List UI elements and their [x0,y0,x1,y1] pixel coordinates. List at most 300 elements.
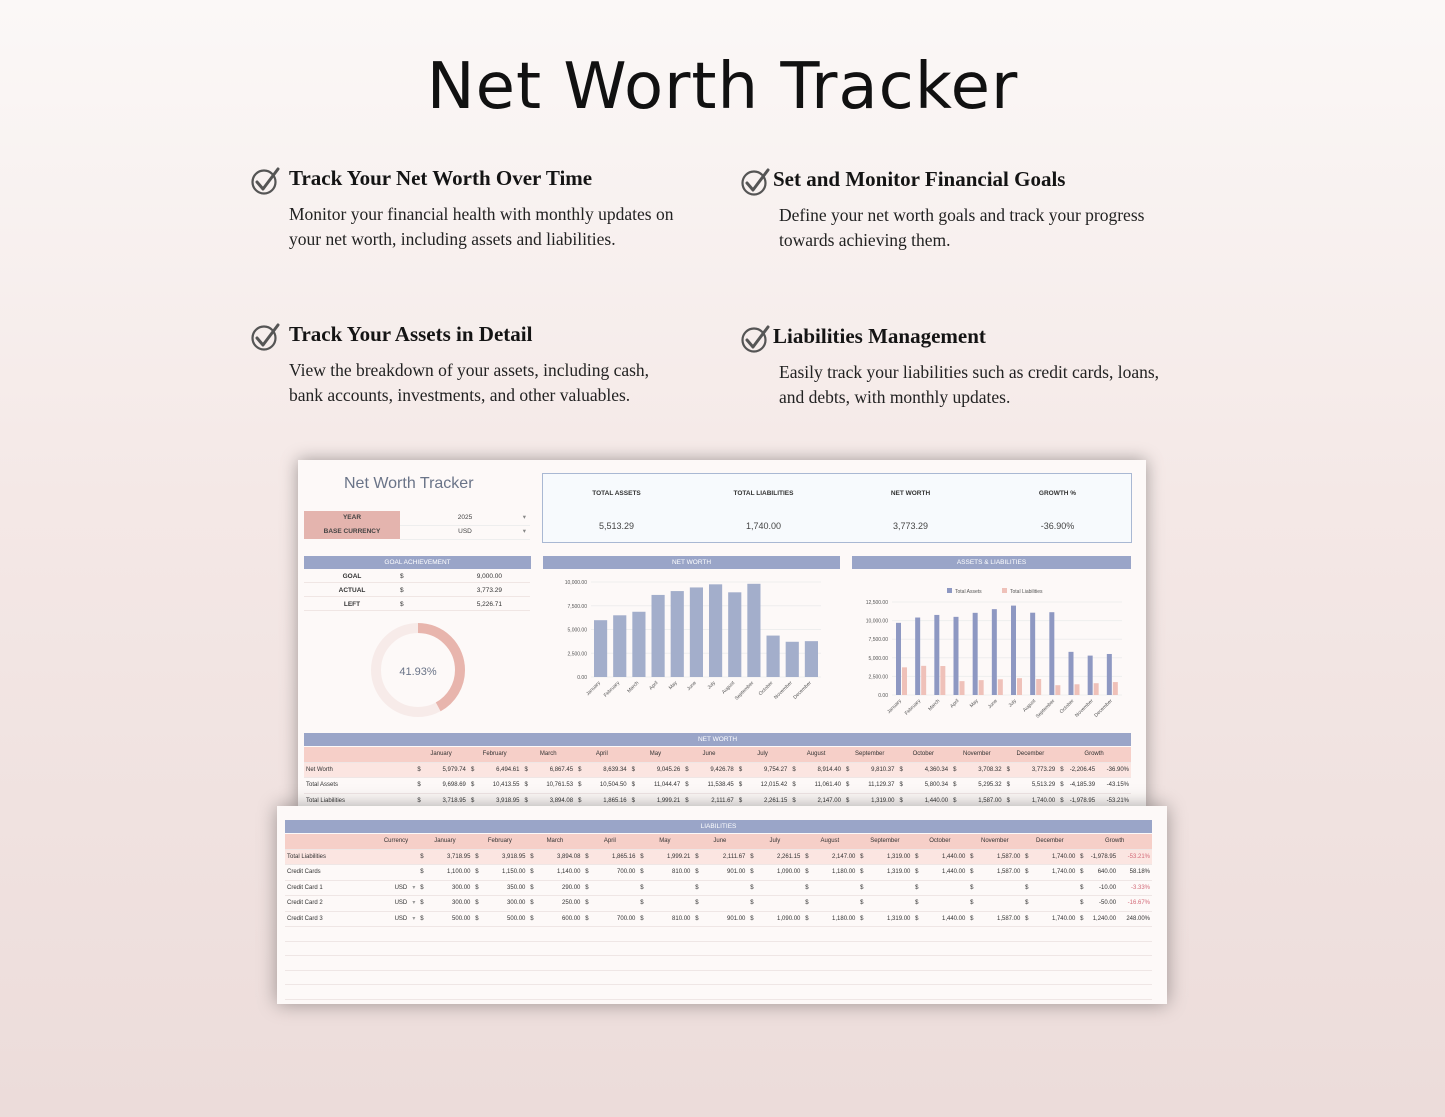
currency-symbol: $ [802,880,810,896]
x-tick-label: November [1074,698,1095,719]
liabilities-sheet [277,806,1167,1004]
currency-symbol: $ [1004,793,1012,809]
currency-value: USD [458,527,472,535]
month-header: April [582,834,637,849]
value-cell [866,880,913,896]
chevron-down-icon [409,865,417,881]
growth-pct-cell: -53.21% [1118,849,1152,865]
value-cell [756,880,803,896]
value-cell: 6,494.61 [476,762,521,778]
x-tick-label: July [706,680,717,691]
currency-symbol: $ [527,911,535,927]
month-header: February [472,834,527,849]
value-cell [701,880,748,896]
goal-donut [368,620,468,720]
currency-symbol: $ [802,865,810,881]
currency-symbol: $ [843,762,851,778]
value-cell: 1,140.00 [536,865,583,881]
assets-bar [1011,606,1016,695]
currency-symbol: $ [472,896,480,912]
value-cell: 1,740.00 [1012,793,1057,809]
currency-symbol: $ [575,793,583,809]
empty-cell [285,956,1152,971]
currency-symbol: $ [582,896,590,912]
currency-symbol: $ [1022,880,1030,896]
value-cell: 1,440.00 [921,865,968,881]
empty-cell [285,985,1152,1000]
goal-label: ACTUAL [338,587,366,594]
growth-pct-cell: 58.18% [1118,865,1152,881]
month-header: June [682,747,736,762]
currency-symbol: $ [747,896,755,912]
value-cell: 1,180.00 [811,865,858,881]
summary-label: TOTAL ASSETS [592,490,641,497]
value-cell: 2,147.00 [798,793,843,809]
currency-symbol: $ [582,880,590,896]
currency-symbol: $ [468,793,476,809]
row-label: Total Assets [304,778,414,794]
liabilities-bar [998,679,1003,695]
currency-symbol: $ [912,880,920,896]
table-row [285,880,1152,896]
month-header: May [629,747,683,762]
value-cell: 1,319.00 [866,911,913,927]
currency-symbol: $ [414,762,422,778]
assets-liabilities-chart [852,572,1131,722]
x-tick-label: March [927,698,942,713]
currency-symbol: $ [629,793,637,809]
value-cell: 300.00 [481,896,528,912]
feature-heading: Track Your Net Worth Over Time [289,166,593,190]
currency-dropdown[interactable] [400,525,530,540]
month-header: September [857,834,912,849]
y-tick-label: 2,500.00 [868,674,888,681]
growth-header: Growth [1077,834,1152,849]
summary-net-worth [837,474,984,542]
value-cell [1030,896,1077,912]
assets-bar [915,618,920,695]
assets-bar [896,623,901,695]
value-cell: 300.00 [426,896,473,912]
month-header: November [950,747,1004,762]
year-label: YEAR [304,511,400,525]
currency-symbol: $ [967,849,975,865]
value-cell [976,880,1023,896]
value-cell [1030,880,1077,896]
currency-symbol: $ [629,762,637,778]
goal-row-left [304,598,530,611]
currency-symbol: $ [1022,896,1030,912]
x-tick-label: February [903,698,923,717]
value-cell: 1,587.00 [976,911,1023,927]
value-cell: 10,413.55 [476,778,521,794]
feature-body: Monitor your financial health with monthly updates on your net worth, including assets and liabilities. [289,204,674,249]
value-cell: 9,045.26 [637,762,682,778]
value-cell: 3,894.08 [536,849,583,865]
currency-symbol: $ [582,865,590,881]
feature-body: View the breakdown of your assets, including cash, bank accounts, investments, and other valuables. [289,360,650,405]
value-cell [866,896,913,912]
value-cell: 700.00 [591,865,638,881]
row-label: Total Liabilities [285,849,375,865]
growth-cell: -10.00 [1085,880,1118,896]
currency-cell: USD [375,880,410,896]
summary-total-liabilities [690,474,837,542]
value-cell: 10,761.53 [530,778,575,794]
value-cell: 810.00 [646,911,693,927]
currency-symbol: $ [843,778,851,794]
bar [767,636,780,677]
year-selector[interactable] [304,511,530,525]
value-cell: 290.00 [536,880,583,896]
value-cell: 1,999.21 [646,849,693,865]
value-cell: 500.00 [481,911,528,927]
value-cell: 2,261.15 [744,793,789,809]
month-header: August [802,834,857,849]
currency-symbol: $ [857,880,865,896]
value-cell: 2,261.15 [756,849,803,865]
currency-symbol: $ [472,911,480,927]
currency-symbol: $ [417,865,425,881]
currency-symbol: $ [414,778,422,794]
value-cell: 1,740.00 [1030,911,1077,927]
bar [671,591,684,677]
currency-symbol: $ [843,793,851,809]
goal-value: 3,773.29 [476,587,502,594]
bar [613,615,626,677]
currency-symbol: $ [575,762,583,778]
chevron-down-icon[interactable]: ▾ [409,911,417,927]
value-cell: 300.00 [426,880,473,896]
liabilities-bar [902,667,907,695]
dashboard-sheet [298,460,1146,810]
y-tick-label: 0.00 [577,675,587,681]
currency-symbol: $ [527,865,535,881]
currency-symbol: $ [857,911,865,927]
value-cell: 1,100.00 [426,865,473,881]
month-header: February [468,747,522,762]
sheet-title: Net Worth Tracker [344,475,474,492]
growth-pct-cell: -16.67% [1118,896,1152,912]
goal-label: GOAL [342,573,362,580]
currency-symbol: $ [692,880,700,896]
month-header: January [414,747,468,762]
currency-symbol: $ [582,849,590,865]
currency-symbol: $ [896,778,904,794]
value-cell: 11,129.37 [851,778,896,794]
growth-header: Growth [1057,747,1131,762]
feature-body: Define your net worth goals and track your progress towards achieving them. [779,205,1145,250]
summary-total-assets [543,474,690,542]
assets-bar [954,617,959,695]
growth-cell: -2,206.45 [1066,762,1098,778]
growth-pct-cell: -36.90% [1097,762,1131,778]
currency-symbol: $ [912,865,920,881]
value-cell: 1,090.00 [756,865,803,881]
goal-value: 9,000.00 [476,573,502,580]
checkmark-icon [251,322,281,352]
assets-bar [1069,652,1074,695]
value-cell: 3,894.08 [530,793,575,809]
checkmark-icon [251,166,281,196]
liabilities-bar [979,680,984,695]
currency-symbol: $ [967,865,975,881]
x-tick-label: September [733,680,756,702]
summary-value: -36.90% [1040,521,1075,531]
value-cell: 4,360.34 [905,762,950,778]
currency-symbol: $ [857,865,865,881]
growth-pct-cell: -43.15% [1097,778,1131,794]
liabilities-bar [1094,683,1099,695]
value-cell: 1,319.00 [866,849,913,865]
currency-symbol: $ [912,911,920,927]
month-header: May [637,834,692,849]
empty-row [285,941,1152,956]
page-title: Net Worth Tracker [426,50,1019,124]
month-header: October [912,834,967,849]
x-tick-label: July [1007,698,1018,709]
currency-symbol: $ [521,762,529,778]
currency-symbol: $ [1077,865,1085,881]
value-cell: 11,538.45 [691,778,736,794]
x-tick-label: April [648,680,660,692]
assets-bar [1030,613,1035,695]
y-tick-label: 5,000.00 [868,655,888,662]
growth-cell: -1,978.95 [1085,849,1118,865]
value-cell [756,896,803,912]
assets-bar [1088,656,1093,695]
x-tick-label: May [667,680,679,692]
table-row [304,778,1131,794]
value-cell: 9,754.27 [744,762,789,778]
x-tick-label: June [685,680,698,693]
month-header: March [527,834,582,849]
x-tick-label: February [602,680,622,699]
value-cell: 600.00 [536,911,583,927]
currency-symbol: $ [736,762,744,778]
y-tick-label: 12,500.00 [865,600,888,606]
value-cell [591,896,638,912]
value-cell: 2,111.67 [691,793,736,809]
assets-bar [973,613,978,695]
currency-symbol: $ [1057,778,1065,794]
liabilities-bar [1113,682,1118,695]
value-cell [591,880,638,896]
x-tick-label: January [886,698,903,715]
currency-symbol: $ [527,880,535,896]
value-cell: 3,918.95 [481,849,528,865]
y-tick-label: 7,500.00 [868,637,888,644]
assets-bar [1107,654,1112,695]
value-cell: 1,999.21 [637,793,682,809]
row-label: Credit Card 1 [285,880,375,896]
value-cell: 9,810.37 [851,762,896,778]
feature-heading: Set and Monitor Financial Goals [773,167,1066,191]
value-cell: 8,914.40 [798,762,843,778]
value-cell: 9,426.78 [691,762,736,778]
currency-symbol: $ [967,911,975,927]
month-header: June [692,834,747,849]
currency-symbol: $ [472,865,480,881]
feature-body: Easily track your liabilities such as credit cards, loans, and debts, with monthly updates. [779,362,1160,407]
y-tick-label: 2,500.00 [567,651,587,658]
table-row [285,896,1152,912]
bar [805,641,818,677]
currency-symbol: $ [468,762,476,778]
net-worth-table-header: NET WORTH [304,733,1131,746]
value-cell: 3,708.32 [958,762,1003,778]
liabilities-table [285,834,1152,1000]
table-header-row [285,834,1152,849]
growth-cell: 1,240.00 [1085,911,1118,927]
bar [786,642,799,677]
x-tick-label: August [1021,698,1038,714]
value-cell: 10,504.50 [583,778,628,794]
value-cell: 1,587.00 [976,865,1023,881]
goal-currency: $ [400,601,404,608]
x-tick-label: October [757,680,775,697]
currency-symbol: $ [789,778,797,794]
empty-cell [285,970,1152,985]
currency-symbol: $ [527,849,535,865]
month-header: March [521,747,575,762]
year-value: 2025 [457,513,473,521]
checkmark-icon [741,167,771,197]
liabilities-bar [1055,685,1060,695]
month-header: December [1004,747,1058,762]
chevron-down-icon[interactable]: ▾ [409,896,417,912]
currency-cell [375,865,410,881]
value-cell: 1,319.00 [866,865,913,881]
currency-symbol: $ [802,896,810,912]
y-tick-label: 7,500.00 [567,603,587,610]
month-header: April [575,747,629,762]
empty-row [285,970,1152,985]
value-cell: 11,061.40 [798,778,843,794]
currency-symbol: $ [682,793,690,809]
currency-symbol: $ [1077,911,1085,927]
summary-value: 1,740.00 [745,521,782,531]
chevron-down-icon[interactable]: ▾ [409,880,417,896]
x-tick-label: August [720,680,737,696]
growth-cell: -4,185.39 [1066,778,1098,794]
year-dropdown[interactable] [400,511,530,526]
summary-panel [542,473,1132,543]
currency-symbol: $ [414,793,422,809]
feature-heading: Track Your Assets in Detail [289,322,533,346]
table-row [304,762,1131,778]
value-cell: 6,867.45 [530,762,575,778]
currency-symbol: $ [417,911,425,927]
month-header: August [789,747,843,762]
bar [652,595,665,677]
bar [709,584,722,677]
feature-heading: Liabilities Management [773,324,986,348]
value-cell [976,896,1023,912]
currency-symbol: $ [682,762,690,778]
value-cell: 1,740.00 [1030,849,1077,865]
currency-symbol: $ [575,778,583,794]
value-cell: 11,044.47 [637,778,682,794]
checkmark-icon [741,324,771,354]
header-cell [304,747,414,762]
liabilities-bar [921,666,926,695]
summary-growth [984,474,1131,542]
value-cell: 500.00 [426,911,473,927]
value-cell: 901.00 [701,865,748,881]
value-cell: 1,865.16 [583,793,628,809]
growth-cell: 640.00 [1085,865,1118,881]
x-tick-label: June [986,698,999,711]
assets-liabilities-chart-header: ASSETS & LIABILITIES [852,556,1131,569]
bar [632,612,645,677]
currency-symbol: $ [950,778,958,794]
goal-row-goal [304,570,530,583]
currency-symbol: $ [692,849,700,865]
currency-selector[interactable] [304,525,530,539]
y-tick-label: 5,000.00 [567,627,587,634]
net-worth-chart-header: NET WORTH [543,556,840,569]
value-cell: 250.00 [536,896,583,912]
x-tick-label: March [626,680,641,695]
month-header: October [896,747,950,762]
goal-currency: $ [400,587,404,594]
donut-percent: 41.93% [399,666,437,678]
value-cell: 810.00 [646,865,693,881]
month-header: December [1022,834,1077,849]
empty-cell [285,927,1152,942]
x-tick-label: December [792,680,813,701]
chevron-down-icon[interactable]: ▾ [522,527,526,535]
legend-swatch [947,588,952,593]
liabilities-bar [1075,684,1080,695]
currency-symbol: $ [472,880,480,896]
legend-swatch [1002,588,1007,593]
currency-symbol: $ [1022,911,1030,927]
value-cell: 1,587.00 [976,849,1023,865]
currency-symbol: $ [468,778,476,794]
y-tick-label: 10,000.00 [564,580,587,586]
currency-symbol: $ [747,880,755,896]
growth-pct-cell: -3.33% [1118,880,1152,896]
month-header: January [417,834,472,849]
currency-symbol: $ [521,778,529,794]
x-tick-label: October [1058,698,1076,715]
currency-symbol: $ [1057,762,1065,778]
currency-symbol: $ [692,911,700,927]
currency-symbol: $ [637,849,645,865]
header-cell [285,834,375,849]
summary-label: NET WORTH [890,490,931,497]
table-row [285,849,1152,865]
currency-symbol: $ [802,911,810,927]
chevron-down-icon[interactable]: ▾ [522,513,526,521]
currency-symbol: $ [896,793,904,809]
currency-symbol: $ [950,793,958,809]
currency-symbol: $ [1077,849,1085,865]
table-header-row [304,747,1131,762]
currency-symbol: $ [582,911,590,927]
x-tick-label: January [585,680,602,697]
month-header: November [967,834,1022,849]
assets-bar [992,609,997,695]
value-cell [921,896,968,912]
currency-symbol: $ [747,911,755,927]
currency-symbol: $ [637,911,645,927]
month-header: July [747,834,802,849]
legend-label: Total Liabilities [1010,589,1043,595]
currency-symbol: $ [1077,880,1085,896]
